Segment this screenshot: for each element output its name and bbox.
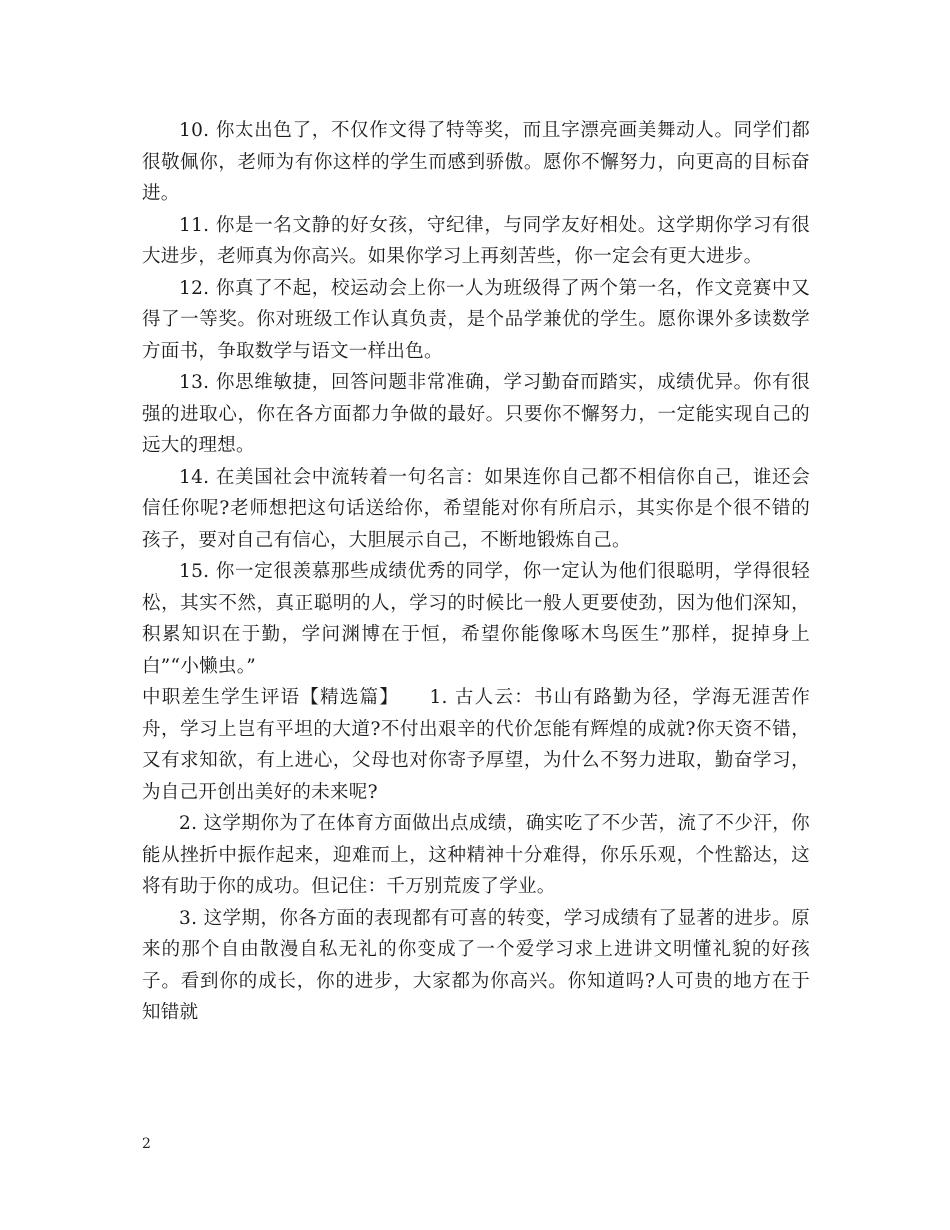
section-heading-paragraph: 中职差生学生评语【精选篇】 1. 古人云：书山有路勤为径，学海无涯苦作舟，学习上岂有平坦的大道?不付出艰辛的代价怎能有辉煌的成就?你天资不错，又有求知欲，有上进心，父母也对你寄予厚望，为什么不努力进取，勤奋学习，为自己开创出美好的未来呢? [142,687,810,803]
paragraph-comment-14: 14. 在美国社会中流转着一句名言：如果连你自己都不相信你自己，谁还会信任你呢?老师想把这句话送给你，希望能对你有所启示，其实你是个很不错的孩子，要对自己有信心，大胆展示自己，不断地锻炼自己。 [142,466,810,551]
paragraph-comment-10: 10. 你太出色了，不仅作文得了特等奖，而且字漂亮画美舞动人。同学们都很敬佩你，老师为有你这样的学生而感到骄傲。愿你不懈努力，向更高的目标奋进。 [142,120,810,204]
paragraph-comment-13: 13. 你思维敏捷，回答问题非常准确，学习勤奋而踏实，成绩优异。你有很强的进取心，你在各方面都力争做的最好。只要你不懈努力，一定能实现自己的远大的理想。 [142,372,810,456]
paragraph-comment-11: 11. 你是一名文静的好女孩，守纪律，与同学友好相处。这学期你学习有很大进步，老师真为你高兴。如果你学习上再刻苦些，你一定会有更大进步。 [142,214,810,267]
paragraph-comment-15: 15. 你一定很羡慕那些成绩优秀的同学，你一定认为他们很聪明，学得很轻松，其实不然，真正聪明的人，学习的时候比一般人更要使劲，因为他们深知，积累知识在于勤，学问渊博在于恒，希望你能像啄木鸟医生”那样，捉掉身上白”“小懒虫。” [142,561,810,677]
paragraph-comment-2: 2. 这学期你为了在体育方面做出点成绩，确实吃了不少苦，流了不少汗，你能从挫折中振作起来，迎难而上，这种精神十分难得，你乐乐观，个性豁达，这将有助于你的成功。但记住：千万别荒废了学业。 [142,813,810,897]
paragraph-comment-3: 3. 这学期，你各方面的表现都有可喜的转变，学习成绩有了显著的进步。原来的那个自由散漫自私无礼的你变成了一个爱学习求上进讲文明懂礼貌的好孩子。看到你的成长，你的进步，大家都为你高兴。你知道吗?人可贵的地方在于知错就 [142,907,810,1023]
paragraph-comment-12: 12. 你真了不起，校运动会上你一人为班级得了两个第一名，作文竞赛中又得了一等奖。你对班级工作认真负责，是个品学兼优的学生。愿你课外多读数学方面书，争取数学与语文一样出色。 [142,277,810,362]
document-body [142,115,810,1029]
page-number: 2 [142,1136,151,1152]
